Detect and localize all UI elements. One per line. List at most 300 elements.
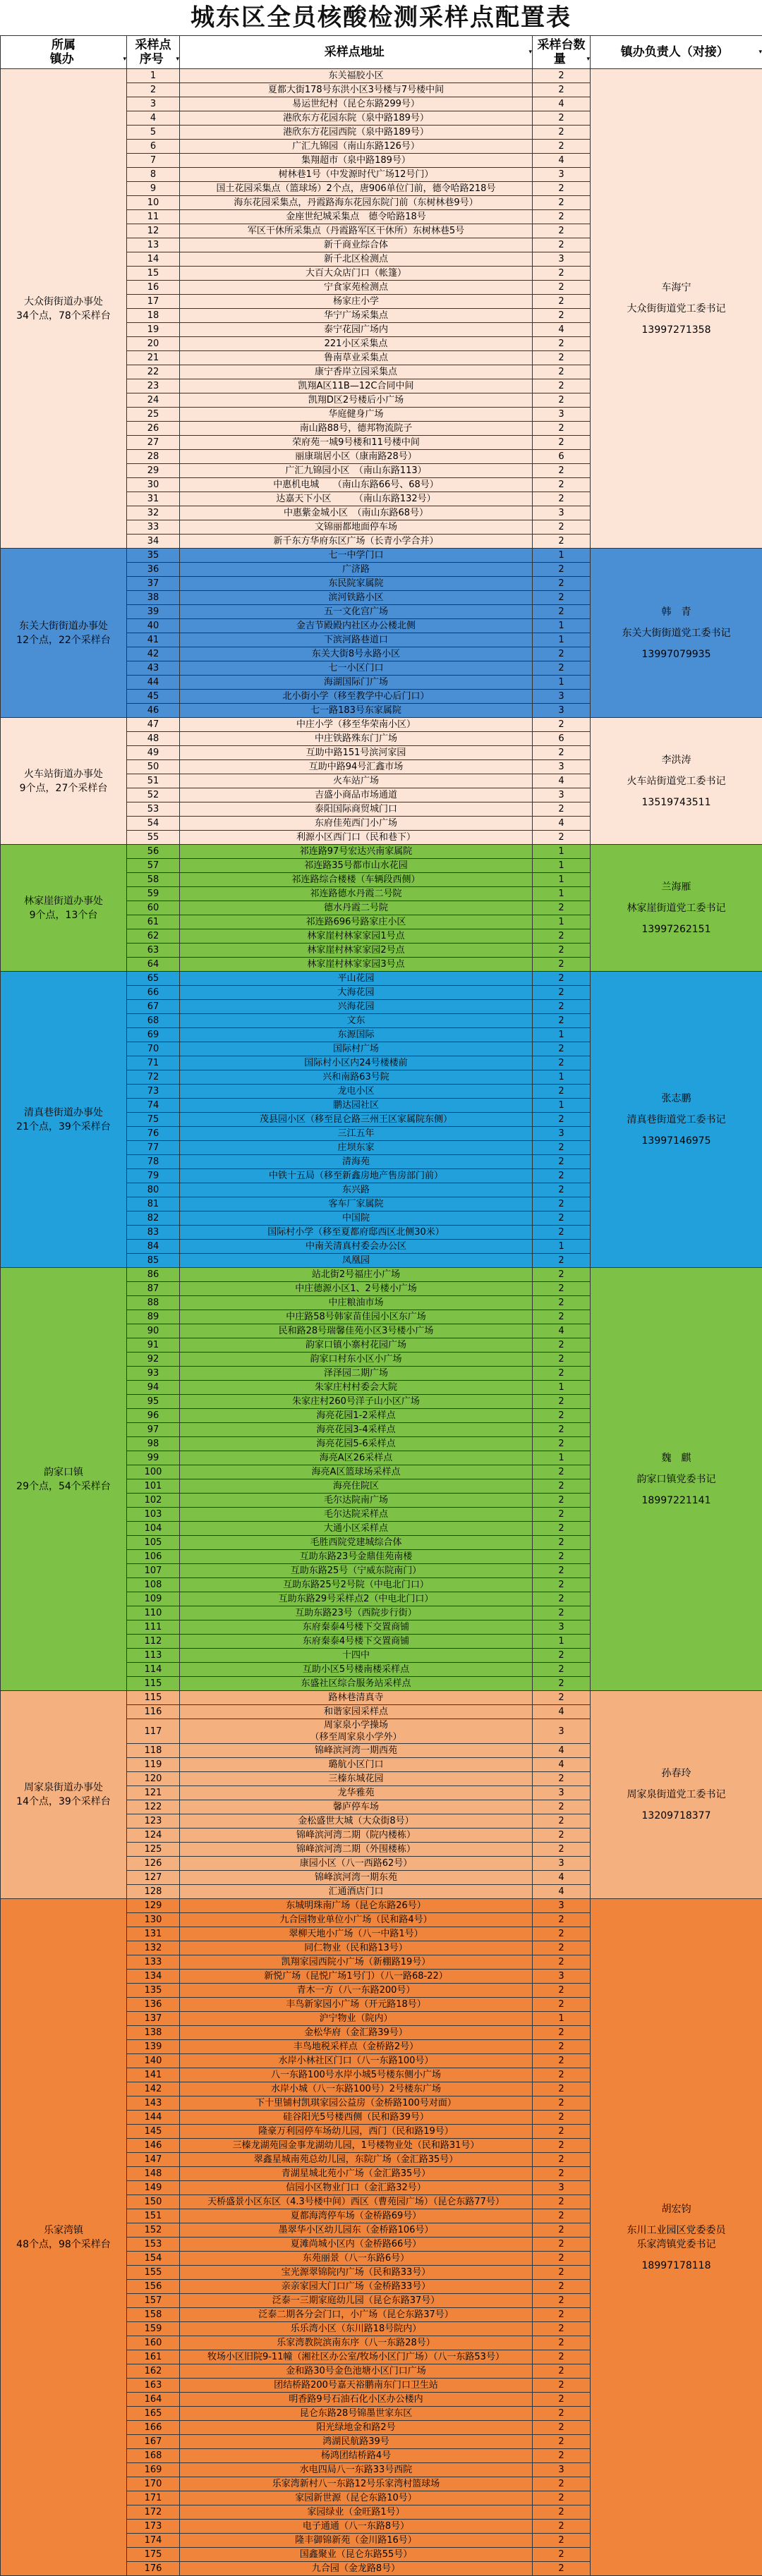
row-number: 102 (127, 1494, 180, 1508)
station-count: 2 (533, 210, 591, 224)
sampling-address: 中惠紫金城小区 （南山东路68号） (180, 506, 533, 520)
station-count: 2 (533, 746, 591, 760)
station-count: 4 (533, 1885, 591, 1899)
row-number: 160 (127, 2336, 180, 2350)
station-count: 2 (533, 1409, 591, 1423)
sampling-address: 祁连路德水丹霞二号院 (180, 887, 533, 901)
responsible-phone: 13997271358 (591, 323, 762, 337)
sampling-address: 站北街2号福庄小广场 (180, 1268, 533, 1282)
row-number: 71 (127, 1056, 180, 1070)
row-number: 15 (127, 267, 180, 281)
town-summary: 9个点，27个采样台 (1, 781, 126, 795)
station-count: 2 (533, 1141, 591, 1155)
row-number: 118 (127, 1744, 180, 1758)
station-count: 2 (533, 2421, 591, 2435)
responsible-title: 东关大街街道党工委书记 (591, 626, 762, 640)
station-count: 2 (533, 2223, 591, 2238)
sampling-address: 电子通通（八一东路8号） (180, 2520, 533, 2534)
row-number: 60 (127, 901, 180, 915)
town-cell (1, 972, 127, 1268)
station-count: 4 (533, 1871, 591, 1885)
sampling-address: 馨庐停车场 (180, 1800, 533, 1814)
town-name: 乐家湾镇 (1, 2223, 126, 2238)
sampling-address: 东民院家属院 (180, 577, 533, 591)
table-header-row (1, 36, 762, 69)
sampling-address: 朱家庄村260号洋子山小区广场 (180, 1395, 533, 1409)
sampling-address: 水岸小林社区门口（八一东路100号） (180, 2054, 533, 2068)
row-number: 86 (127, 1268, 180, 1282)
row-number: 53 (127, 802, 180, 817)
row-number: 112 (127, 1635, 180, 1649)
town-cell (1, 1268, 127, 1691)
sampling-address: 天桥盛景小区东区（4.3号楼中间）西区（曹苑园广场）（昆仑东路77号） (180, 2195, 533, 2209)
station-count: 2 (533, 1169, 591, 1183)
row-number: 174 (127, 2534, 180, 2548)
station-count: 3 (533, 1786, 591, 1800)
row-number: 7 (127, 154, 180, 168)
sampling-address: 沪宁物业（院内） (180, 2012, 533, 2026)
sampling-address: 韵家口镇小寨村花园广场 (180, 1338, 533, 1353)
station-count: 2 (533, 1042, 591, 1056)
sampling-address: 华庭健身广场 (180, 408, 533, 422)
row-number: 49 (127, 746, 180, 760)
station-count: 2 (533, 2393, 591, 2407)
row-number: 176 (127, 2562, 180, 2576)
town-name: 清真巷街道办事处 (1, 1106, 126, 1120)
row-number: 103 (127, 1508, 180, 1522)
station-count: 2 (533, 1998, 591, 2012)
row-number: 33 (127, 520, 180, 535)
dropdown-arrow-icon[interactable]: ▾ (758, 45, 762, 59)
row-number: 65 (127, 972, 180, 986)
sampling-address: 国际村小区内24号楼楼前 (180, 1056, 533, 1070)
row-number: 161 (127, 2350, 180, 2364)
station-count: 2 (533, 69, 591, 83)
station-count: 4 (533, 1744, 591, 1758)
responsible-title: 大众街街道党工委书记 (591, 302, 762, 316)
station-count: 2 (533, 2435, 591, 2449)
station-count: 2 (533, 2449, 591, 2463)
sampling-address: 锦峰滨河湾二期（院内楼栋） (180, 1829, 533, 1843)
row-number: 145 (127, 2125, 180, 2139)
responsible-name: 韩 青 (591, 605, 762, 619)
station-count: 3 (533, 1970, 591, 1984)
sampling-address: 北小街小学（移至教学中心后门口） (180, 690, 533, 704)
sampling-address: 客车厂家属院 (180, 1197, 533, 1211)
sampling-point-table (0, 35, 762, 2576)
station-count: 2 (533, 422, 591, 436)
sampling-address: 吉盛小商品市场通道 (180, 788, 533, 802)
station-count: 1 (533, 1635, 591, 1649)
sampling-address: 海湖国际门广场 (180, 676, 533, 690)
sampling-address: 东城明珠南广场（昆仑东路26号） (180, 1899, 533, 1913)
town-summary: 29个点，54个采样台 (1, 1479, 126, 1494)
sampling-address: 翠柳天地小广场（八一中路1号） (180, 1927, 533, 1941)
town-cell (1, 1899, 127, 2576)
row-number: 94 (127, 1381, 180, 1395)
station-count: 1 (533, 2012, 591, 2026)
sampling-address: 五一文化宫广场 (180, 605, 533, 619)
row-number: 40 (127, 619, 180, 633)
town-summary: 12个点，22个采样台 (1, 633, 126, 647)
station-count: 3 (533, 690, 591, 704)
row-number: 69 (127, 1028, 180, 1042)
row-number: 54 (127, 817, 180, 831)
row-number: 76 (127, 1127, 180, 1141)
station-count: 2 (533, 1338, 591, 1353)
sampling-address: 兴海花园 (180, 1000, 533, 1014)
sampling-address: 下十里铺村凯琪家园公益房（金桥路100号对面） (180, 2096, 533, 2111)
sampling-address: 毛尔达院采样点 (180, 1508, 533, 1522)
station-count: 2 (533, 196, 591, 210)
station-count: 2 (533, 1606, 591, 1620)
responsible-name: 魏 麒 (591, 1451, 762, 1465)
row-number: 144 (127, 2111, 180, 2125)
row-number: 107 (127, 1564, 180, 1578)
sampling-address: 广济路 (180, 563, 533, 577)
station-count: 1 (533, 1028, 591, 1042)
row-number: 171 (127, 2491, 180, 2505)
station-count: 2 (533, 2520, 591, 2534)
station-count: 1 (533, 1240, 591, 1254)
row-number: 111 (127, 1620, 180, 1635)
station-count: 2 (533, 2111, 591, 2125)
sampling-address: 中庄粮油市场 (180, 1296, 533, 1310)
town-cell (1, 69, 127, 549)
station-count: 2 (533, 2167, 591, 2181)
station-count: 2 (533, 661, 591, 676)
row-number: 28 (127, 450, 180, 464)
station-count: 2 (533, 1941, 591, 1955)
row-number: 163 (127, 2379, 180, 2393)
sampling-address: 树林巷1号（中发源时代广场12号门） (180, 168, 533, 182)
station-count: 2 (533, 1479, 591, 1494)
sampling-address: 同仁物业（民和路13号） (180, 1941, 533, 1955)
sampling-address: 泽泽园二期广场 (180, 1367, 533, 1381)
station-count: 3 (533, 2181, 591, 2195)
sampling-address: 荣府苑一城9号楼和11号楼中间 (180, 436, 533, 450)
sampling-address: 海东花园采集点，丹霞路海东花园东院门前（东树林巷9号） (180, 196, 533, 210)
station-count: 2 (533, 140, 591, 154)
station-count: 2 (533, 2308, 591, 2322)
sampling-address: 东府佳苑西门小广场 (180, 817, 533, 831)
town-summary: 14个点，39个采样台 (1, 1795, 126, 1809)
sampling-address: 文锦丽都地面停车场 (180, 520, 533, 535)
responsible-cell (591, 1899, 762, 2576)
sampling-address: 康园小区（八一西路62号） (180, 1857, 533, 1871)
row-number: 125 (127, 1843, 180, 1857)
station-count: 3 (533, 788, 591, 802)
responsible-cell (591, 69, 762, 549)
sampling-address: 宝光源翠锦院内广场（民和路33号） (180, 2266, 533, 2280)
row-number: 23 (127, 379, 180, 393)
responsible-name: 李洪涛 (591, 753, 762, 767)
responsible-title: 清真巷街道党工委书记 (591, 1113, 762, 1127)
row-number: 61 (127, 915, 180, 929)
sampling-address: 中庄铁路殊东门广场 (180, 732, 533, 746)
station-count: 2 (533, 1014, 591, 1028)
row-number: 141 (127, 2068, 180, 2082)
station-count: 2 (533, 309, 591, 323)
town-summary: 48个点，98个采样台 (1, 2238, 126, 2252)
table-row (1, 718, 762, 732)
sampling-address: 牧场小区旧院9-11幢（湘社区办公室/牧场小区门广场）（八一东路53号） (180, 2350, 533, 2364)
station-count: 2 (533, 1663, 591, 1677)
station-count: 2 (533, 563, 591, 577)
sampling-address: 中惠机电城 （南山东路66号、68号） (180, 478, 533, 492)
responsible-phone: 13519743511 (591, 795, 762, 810)
sampling-address: 互助中路94号汇鑫市场 (180, 760, 533, 774)
row-number: 150 (127, 2195, 180, 2209)
station-count: 2 (533, 337, 591, 351)
station-count: 2 (533, 1592, 591, 1606)
row-number: 154 (127, 2252, 180, 2266)
row-number: 92 (127, 1353, 180, 1367)
station-count: 2 (533, 351, 591, 365)
sampling-address: 互助中路151号滨河家园 (180, 746, 533, 760)
row-number: 67 (127, 1000, 180, 1014)
station-count: 2 (533, 2379, 591, 2393)
sampling-address: 康宁香岸立园采集点 (180, 365, 533, 379)
station-count: 2 (533, 492, 591, 506)
station-count: 2 (533, 1197, 591, 1211)
table-row (1, 1691, 762, 1705)
row-number: 121 (127, 1786, 180, 1800)
row-number: 42 (127, 647, 180, 661)
dropdown-arrow-icon[interactable]: ▾ (586, 52, 590, 66)
row-number: 98 (127, 1437, 180, 1451)
sampling-address: 锦峰滨河湾一期西苑 (180, 1744, 533, 1758)
sampling-address: 新千北区检测点 (180, 252, 533, 267)
station-count: 2 (533, 1296, 591, 1310)
sampling-address: 下滨河路巷道口 (180, 633, 533, 647)
sampling-address: 凯翔D区2号楼后小广场 (180, 393, 533, 408)
sampling-address: 东关福胶小区 (180, 69, 533, 83)
sampling-address: 东府秦泰4号楼下交置商铺 (180, 1620, 533, 1635)
sampling-address: 和谐家园采样点 (180, 1705, 533, 1719)
row-number: 173 (127, 2520, 180, 2534)
sampling-address: 乐家湾教院滨南东序（八一东路28号） (180, 2336, 533, 2350)
row-number: 158 (127, 2308, 180, 2322)
sampling-address: 亲亲家园大门口广场（金桥路33号） (180, 2280, 533, 2294)
dropdown-arrow-icon[interactable]: ▾ (176, 52, 179, 66)
sampling-address: 海亮A区26采样点 (180, 1451, 533, 1465)
town-summary: 21个点，39个采样台 (1, 1120, 126, 1134)
row-number: 123 (127, 1814, 180, 1829)
row-number: 51 (127, 774, 180, 788)
row-number: 18 (127, 309, 180, 323)
row-number: 3 (127, 97, 180, 111)
row-number: 149 (127, 2181, 180, 2195)
sampling-address: 七一路183号东家属院 (180, 704, 533, 718)
row-number: 134 (127, 1970, 180, 1984)
sampling-address: 中国院 (180, 1211, 533, 1226)
sampling-address: 丽康瑞居小区（康南路28号） (180, 450, 533, 464)
sampling-address: 凤凰园 (180, 1254, 533, 1268)
town-summary: 34个点，78个采样台 (1, 309, 126, 323)
sampling-address: 金吉节殿殿内社区办公楼北侧 (180, 619, 533, 633)
station-count: 2 (533, 224, 591, 238)
sampling-address: 互助东路23号（西院步行街） (180, 1606, 533, 1620)
row-number: 127 (127, 1871, 180, 1885)
sampling-address: 221小区采集点 (180, 337, 533, 351)
sampling-address: 易运世纪村（昆仑东路299号） (180, 97, 533, 111)
row-number: 32 (127, 506, 180, 520)
sampling-address: 金松华府（金汇路39号） (180, 2026, 533, 2040)
station-count: 2 (533, 1550, 591, 1564)
station-count: 2 (533, 1423, 591, 1437)
sampling-address: 中铁十五局（移至新鑫房地产售房部门前） (180, 1169, 533, 1183)
row-number: 155 (127, 2266, 180, 2280)
station-count: 4 (533, 817, 591, 831)
row-number: 162 (127, 2364, 180, 2379)
station-count: 3 (533, 252, 591, 267)
station-count: 2 (533, 295, 591, 309)
sampling-address: 金座世纪城采集点 德令哈路18号 (180, 210, 533, 224)
row-number: 26 (127, 422, 180, 436)
sampling-address: 十四中 (180, 1649, 533, 1663)
sampling-address: 乐家湾新村八一东路12号乐家湾村篮球场 (180, 2477, 533, 2491)
station-count: 2 (533, 2252, 591, 2266)
station-count: 3 (533, 1719, 591, 1744)
row-number: 146 (127, 2139, 180, 2153)
table-row (1, 1268, 762, 1282)
sampling-address: 九合园物业单位小广场（民和路4号） (180, 1913, 533, 1927)
row-number: 119 (127, 1758, 180, 1772)
sampling-address: 龙华雅苑 (180, 1786, 533, 1800)
sampling-address: 团结桥路200号嘉天裕鹏南东门口卫生站 (180, 2379, 533, 2393)
station-count: 2 (533, 182, 591, 196)
sampling-address: 东兴路 (180, 1183, 533, 1197)
dropdown-arrow-icon[interactable]: ▾ (123, 52, 126, 66)
station-count: 2 (533, 1564, 591, 1578)
sampling-address: 七一中学门口 (180, 549, 533, 563)
station-count: 2 (533, 1226, 591, 1240)
station-count: 2 (533, 2491, 591, 2505)
row-number: 175 (127, 2548, 180, 2562)
row-number: 17 (127, 295, 180, 309)
station-count: 2 (533, 929, 591, 944)
sampling-address: 中南关清真村委会办公区 (180, 1240, 533, 1254)
row-number: 91 (127, 1338, 180, 1353)
row-number: 83 (127, 1226, 180, 1240)
sampling-address: 海亮A区篮球场采样点 (180, 1465, 533, 1479)
town-cell (1, 549, 127, 718)
row-number: 143 (127, 2096, 180, 2111)
row-number: 44 (127, 676, 180, 690)
station-count: 1 (533, 549, 591, 563)
row-number: 87 (127, 1282, 180, 1296)
sampling-address: 泰宁花园广场内 (180, 323, 533, 337)
station-count: 2 (533, 126, 591, 140)
sampling-address: 祁连路35号都市山水花园 (180, 859, 533, 873)
town-summary: 9个点，13个台 (1, 908, 126, 922)
station-count: 6 (533, 732, 591, 746)
row-number: 124 (127, 1829, 180, 1843)
station-count: 2 (533, 2082, 591, 2096)
row-number: 153 (127, 2238, 180, 2252)
sampling-address: 杨家庄小学 (180, 295, 533, 309)
row-number: 89 (127, 1310, 180, 1324)
sampling-address: 家园新世源（昆仑东路10号） (180, 2491, 533, 2505)
station-count: 4 (533, 1705, 591, 1719)
station-count: 4 (533, 774, 591, 788)
sampling-address: 祁连路综合楼楼（车辆段西侧） (180, 873, 533, 887)
row-number: 22 (127, 365, 180, 379)
sampling-address: 杨鸿团结桥路4号 (180, 2449, 533, 2463)
dropdown-arrow-icon[interactable]: ▾ (528, 45, 532, 59)
station-count: 2 (533, 1772, 591, 1786)
station-count: 2 (533, 1814, 591, 1829)
row-number: 109 (127, 1592, 180, 1606)
station-count: 1 (533, 859, 591, 873)
row-number: 96 (127, 1409, 180, 1423)
sampling-address: 海亮花园5-6采样点 (180, 1437, 533, 1451)
station-count: 2 (533, 1677, 591, 1691)
row-number: 97 (127, 1423, 180, 1437)
sampling-address: 林家崖村林家家园3号点 (180, 958, 533, 972)
station-count: 2 (533, 1829, 591, 1843)
row-number: 72 (127, 1070, 180, 1085)
row-number: 136 (127, 1998, 180, 2012)
station-count: 2 (533, 2477, 591, 2491)
row-number: 59 (127, 887, 180, 901)
sampling-address: 八一东路100号水岸小城5号楼东侧小广场 (180, 2068, 533, 2082)
sampling-address: 中庄路58号韩家苗佳园小区东广场 (180, 1310, 533, 1324)
station-count: 1 (533, 873, 591, 887)
station-count: 2 (533, 478, 591, 492)
station-count: 2 (533, 1800, 591, 1814)
row-number: 104 (127, 1522, 180, 1536)
row-number: 27 (127, 436, 180, 450)
row-number: 88 (127, 1296, 180, 1310)
header-addr: 采样点地址 ▾ (180, 36, 533, 69)
sampling-address: 大海花园 (180, 986, 533, 1000)
responsible-phone: 18997221141 (591, 1494, 762, 1508)
sampling-address: 互助东路25号2号院（中电北门口） (180, 1578, 533, 1592)
row-number: 84 (127, 1240, 180, 1254)
sampling-address: 东苑丽景（八一东路6号） (180, 2252, 533, 2266)
responsible-cell (591, 1691, 762, 1899)
sampling-address: 朱家庄村村委会大院 (180, 1381, 533, 1395)
row-number: 11 (127, 210, 180, 224)
row-number: 147 (127, 2153, 180, 2167)
station-count: 2 (533, 944, 591, 958)
row-number: 139 (127, 2040, 180, 2054)
row-number: 165 (127, 2407, 180, 2421)
sampling-address: 锦峰滨河湾一期东苑 (180, 1871, 533, 1885)
row-number: 50 (127, 760, 180, 774)
responsible-cell (591, 845, 762, 972)
sampling-address: 七一小区门口 (180, 661, 533, 676)
station-count: 2 (533, 1282, 591, 1296)
row-number: 9 (127, 182, 180, 196)
table-row (1, 1899, 762, 1913)
sampling-address: 金松盛世大城（大众街8号） (180, 1814, 533, 1829)
row-number: 116 (127, 1705, 180, 1719)
responsible-title: 周家泉街道党工委书记 (591, 1788, 762, 1802)
sampling-address: 大百大众店门口（帐篷） (180, 267, 533, 281)
row-number: 10 (127, 196, 180, 210)
row-number: 120 (127, 1772, 180, 1786)
station-count: 2 (533, 2068, 591, 2082)
station-count: 2 (533, 83, 591, 97)
station-count: 2 (533, 1056, 591, 1070)
responsible-name: 兰海雁 (591, 880, 762, 894)
sampling-address: 丰鸟地税采样点（金桥路2号） (180, 2040, 533, 2054)
station-count: 1 (533, 676, 591, 690)
row-number: 37 (127, 577, 180, 591)
